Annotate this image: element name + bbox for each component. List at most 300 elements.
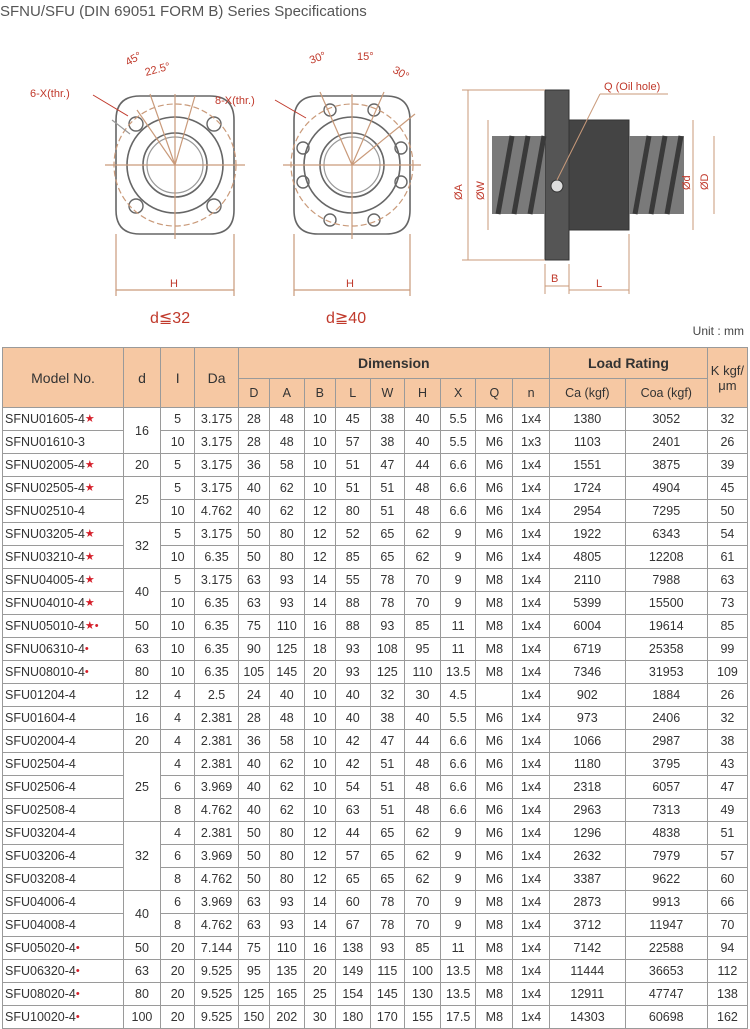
table-row xyxy=(3,431,748,454)
table-row xyxy=(3,822,748,845)
ca-cell: 1103 xyxy=(550,431,626,454)
model-name: SFU06320-4 xyxy=(5,964,76,978)
q-cell: M6 xyxy=(476,431,513,454)
ca-cell: 11444 xyxy=(550,960,626,983)
q-cell: M6 xyxy=(476,730,513,753)
l-cell: 93 xyxy=(335,638,370,661)
model-cell xyxy=(3,845,124,868)
i-cell: 20 xyxy=(160,960,195,983)
coa-cell: 15500 xyxy=(625,592,707,615)
oil-hole-label: Q (Oil hole) xyxy=(604,81,661,93)
ca-cell: 14303 xyxy=(550,1006,626,1029)
header-model: Model No. xyxy=(3,348,124,408)
n-cell: 1x4 xyxy=(513,1006,550,1029)
b-cell: 20 xyxy=(304,661,335,684)
w-cell: 51 xyxy=(370,799,405,822)
h-cell: 40 xyxy=(405,431,441,454)
b-cell: 12 xyxy=(304,845,335,868)
l-cell: 42 xyxy=(335,753,370,776)
middle-angle-30a: 30° xyxy=(307,49,328,67)
a-cell: 110 xyxy=(270,615,305,638)
model-mark: ★• xyxy=(84,620,99,632)
coa-cell: 3795 xyxy=(625,753,707,776)
model-cell xyxy=(3,408,124,431)
h-cell: 48 xyxy=(405,776,441,799)
da-cell: 2.381 xyxy=(195,707,238,730)
header-dim-Q: Q xyxy=(476,379,513,408)
model-name: SFNU03205-4 xyxy=(5,527,85,541)
l-cell: 80 xyxy=(335,500,370,523)
model-name: SFNU01610-3 xyxy=(5,435,85,449)
k-cell: 63 xyxy=(707,569,747,592)
w-cell: 65 xyxy=(370,523,405,546)
h-cell: 95 xyxy=(405,638,441,661)
d-cell: 25 xyxy=(124,477,161,523)
q-cell: M8 xyxy=(476,960,513,983)
da-cell: 4.762 xyxy=(195,868,238,891)
da-cell: 2.5 xyxy=(195,684,238,707)
q-cell: M8 xyxy=(476,891,513,914)
x-cell: 9 xyxy=(440,523,476,546)
i-cell: 6 xyxy=(160,776,195,799)
ca-cell: 902 xyxy=(550,684,626,707)
a-cell: 62 xyxy=(270,753,305,776)
x-cell: 9 xyxy=(440,569,476,592)
i-cell: 10 xyxy=(160,615,195,638)
x-cell: 9 xyxy=(440,914,476,937)
q-cell: M6 xyxy=(476,707,513,730)
l-cell: 45 xyxy=(335,408,370,431)
d-cell: 50 xyxy=(124,615,161,638)
model-cell xyxy=(3,454,124,477)
l-cell: 54 xyxy=(335,776,370,799)
d-cell: 40 xyxy=(238,477,269,500)
w-cell: 145 xyxy=(370,983,405,1006)
d-cell: 50 xyxy=(124,937,161,960)
model-cell xyxy=(3,914,124,937)
b-cell: 10 xyxy=(304,477,335,500)
h-cell: 70 xyxy=(405,569,441,592)
x-cell: 6.6 xyxy=(440,454,476,477)
ca-cell: 1551 xyxy=(550,454,626,477)
model-cell xyxy=(3,592,124,615)
i-cell: 20 xyxy=(160,983,195,1006)
model-mark: • xyxy=(84,666,89,678)
i-cell: 10 xyxy=(160,431,195,454)
k-cell: 49 xyxy=(707,799,747,822)
d-cell: 28 xyxy=(238,408,269,431)
middle-flange-drawing xyxy=(283,92,421,296)
a-cell: 48 xyxy=(270,431,305,454)
coa-cell: 1884 xyxy=(625,684,707,707)
q-cell: M6 xyxy=(476,408,513,431)
b-cell: 25 xyxy=(304,983,335,1006)
w-cell: 108 xyxy=(370,638,405,661)
b-cell: 16 xyxy=(304,937,335,960)
coa-cell: 19614 xyxy=(625,615,707,638)
b-cell: 10 xyxy=(304,431,335,454)
k-cell: 45 xyxy=(707,477,747,500)
model-cell xyxy=(3,1006,124,1029)
h-cell: 48 xyxy=(405,500,441,523)
w-cell: 32 xyxy=(370,684,405,707)
model-cell xyxy=(3,615,124,638)
dim-W: ØW xyxy=(475,181,487,200)
ca-cell: 1296 xyxy=(550,822,626,845)
unit-label: Unit : mm xyxy=(692,324,744,338)
b-cell: 10 xyxy=(304,454,335,477)
model-cell xyxy=(3,661,124,684)
k-cell: 99 xyxy=(707,638,747,661)
h-cell: 62 xyxy=(405,546,441,569)
a-cell: 110 xyxy=(270,937,305,960)
header-dim-A: A xyxy=(270,379,305,408)
x-cell: 11 xyxy=(440,638,476,661)
h-cell: 100 xyxy=(405,960,441,983)
n-cell: 1x4 xyxy=(513,684,550,707)
d-cell: 40 xyxy=(238,500,269,523)
d-cell: 75 xyxy=(238,615,269,638)
d-cell: 20 xyxy=(124,454,161,477)
header-da: Da xyxy=(195,348,238,408)
model-name: SFU02508-4 xyxy=(5,803,76,817)
model-cell xyxy=(3,707,124,730)
model-cell xyxy=(3,891,124,914)
d-cell: 150 xyxy=(238,1006,269,1029)
dim-A: ØA xyxy=(453,184,465,200)
da-cell: 3.175 xyxy=(195,477,238,500)
table-row xyxy=(3,500,748,523)
b-cell: 12 xyxy=(304,546,335,569)
table-row xyxy=(3,454,748,477)
i-cell: 20 xyxy=(160,1006,195,1029)
d-cell: 50 xyxy=(238,868,269,891)
model-cell xyxy=(3,569,124,592)
i-cell: 5 xyxy=(160,477,195,500)
n-cell: 1x4 xyxy=(513,776,550,799)
i-cell: 5 xyxy=(160,523,195,546)
h-cell: 48 xyxy=(405,799,441,822)
header-dim-n: n xyxy=(513,379,550,408)
q-cell: M8 xyxy=(476,592,513,615)
i-cell: 10 xyxy=(160,546,195,569)
q-cell: M6 xyxy=(476,523,513,546)
l-cell: 40 xyxy=(335,707,370,730)
n-cell: 1x4 xyxy=(513,569,550,592)
header-dim-W: W xyxy=(370,379,405,408)
b-cell: 10 xyxy=(304,753,335,776)
i-cell: 10 xyxy=(160,661,195,684)
ca-cell: 1724 xyxy=(550,477,626,500)
da-cell: 2.381 xyxy=(195,730,238,753)
model-mark: ★ xyxy=(84,459,95,471)
a-cell: 62 xyxy=(270,776,305,799)
h-cell: 70 xyxy=(405,914,441,937)
da-cell: 6.35 xyxy=(195,661,238,684)
i-cell: 4 xyxy=(160,822,195,845)
i-cell: 5 xyxy=(160,569,195,592)
da-cell: 3.175 xyxy=(195,454,238,477)
left-holes-label: 6-X(thr.) xyxy=(30,88,70,100)
table-row xyxy=(3,776,748,799)
n-cell: 1x4 xyxy=(513,477,550,500)
x-cell: 6.6 xyxy=(440,776,476,799)
dim-D: ØD xyxy=(699,173,711,190)
k-cell: 57 xyxy=(707,845,747,868)
d-cell: 75 xyxy=(238,937,269,960)
b-cell: 30 xyxy=(304,1006,335,1029)
w-cell: 78 xyxy=(370,592,405,615)
h-cell: 155 xyxy=(405,1006,441,1029)
l-cell: 55 xyxy=(335,569,370,592)
model-name: SFU02506-4 xyxy=(5,780,76,794)
b-cell: 10 xyxy=(304,707,335,730)
model-mark: ★ xyxy=(84,574,95,586)
l-cell: 88 xyxy=(335,592,370,615)
header-load-rating: Load Rating xyxy=(550,348,708,379)
k-cell: 60 xyxy=(707,868,747,891)
header-d: d xyxy=(124,348,161,408)
x-cell: 11 xyxy=(440,615,476,638)
l-cell: 51 xyxy=(335,477,370,500)
ca-cell: 6719 xyxy=(550,638,626,661)
d-cell: 24 xyxy=(238,684,269,707)
model-cell xyxy=(3,983,124,1006)
table-row xyxy=(3,845,748,868)
a-cell: 125 xyxy=(270,638,305,661)
model-cell xyxy=(3,546,124,569)
table-row xyxy=(3,707,748,730)
ca-cell: 2873 xyxy=(550,891,626,914)
model-name: SFNU05010-4 xyxy=(5,619,85,633)
h-cell: 30 xyxy=(405,684,441,707)
model-cell xyxy=(3,730,124,753)
a-cell: 48 xyxy=(270,707,305,730)
h-cell: 85 xyxy=(405,937,441,960)
l-cell: 138 xyxy=(335,937,370,960)
n-cell: 1x4 xyxy=(513,891,550,914)
q-cell: M6 xyxy=(476,753,513,776)
d-cell: 28 xyxy=(238,431,269,454)
q-cell: M6 xyxy=(476,477,513,500)
h-cell: 48 xyxy=(405,753,441,776)
n-cell: 1x4 xyxy=(513,730,550,753)
header-dim-D: D xyxy=(238,379,269,408)
model-cell xyxy=(3,500,124,523)
i-cell: 10 xyxy=(160,500,195,523)
da-cell: 3.969 xyxy=(195,776,238,799)
model-name: SFNU04005-4 xyxy=(5,573,85,587)
da-cell: 4.762 xyxy=(195,500,238,523)
l-cell: 51 xyxy=(335,454,370,477)
k-cell: 61 xyxy=(707,546,747,569)
d-cell: 80 xyxy=(124,983,161,1006)
left-flange-drawing xyxy=(105,94,245,296)
w-cell: 38 xyxy=(370,408,405,431)
w-cell: 51 xyxy=(370,776,405,799)
header-dim-H: H xyxy=(405,379,441,408)
model-name: SFNU04010-4 xyxy=(5,596,85,610)
x-cell: 13.5 xyxy=(440,983,476,1006)
a-cell: 93 xyxy=(270,891,305,914)
ca-cell: 1066 xyxy=(550,730,626,753)
l-cell: 149 xyxy=(335,960,370,983)
d-cell: 32 xyxy=(124,523,161,569)
w-cell: 38 xyxy=(370,707,405,730)
w-cell: 93 xyxy=(370,615,405,638)
ca-cell: 2318 xyxy=(550,776,626,799)
middle-width-label: H xyxy=(346,278,354,290)
ca-cell: 12911 xyxy=(550,983,626,1006)
middle-holes-label: 8-X(thr.) xyxy=(215,95,255,107)
model-cell xyxy=(3,477,124,500)
k-cell: 94 xyxy=(707,937,747,960)
k-cell: 26 xyxy=(707,684,747,707)
w-cell: 51 xyxy=(370,477,405,500)
a-cell: 165 xyxy=(270,983,305,1006)
q-cell: M8 xyxy=(476,569,513,592)
table-row xyxy=(3,477,748,500)
header-ca: Ca (kgf) xyxy=(550,379,626,408)
d-cell: 36 xyxy=(238,730,269,753)
k-cell: 50 xyxy=(707,500,747,523)
ca-cell: 2963 xyxy=(550,799,626,822)
l-cell: 93 xyxy=(335,661,370,684)
model-name: SFNU03210-4 xyxy=(5,550,85,564)
n-cell: 1x4 xyxy=(513,546,550,569)
left-width-label: H xyxy=(170,278,178,290)
w-cell: 65 xyxy=(370,868,405,891)
d-cell: 80 xyxy=(124,661,161,684)
da-cell: 2.381 xyxy=(195,753,238,776)
spec-table-body xyxy=(3,408,748,1029)
coa-cell: 2406 xyxy=(625,707,707,730)
model-name: SFNU02005-4 xyxy=(5,458,85,472)
da-cell: 3.175 xyxy=(195,523,238,546)
a-cell: 93 xyxy=(270,592,305,615)
model-name: SFU10020-4 xyxy=(5,1010,76,1024)
h-cell: 62 xyxy=(405,868,441,891)
coa-cell: 36653 xyxy=(625,960,707,983)
ca-cell: 973 xyxy=(550,707,626,730)
q-cell: M6 xyxy=(476,776,513,799)
k-cell: 85 xyxy=(707,615,747,638)
table-row xyxy=(3,891,748,914)
da-cell: 3.175 xyxy=(195,408,238,431)
middle-condition: d≧40 xyxy=(326,310,367,324)
coa-cell: 9913 xyxy=(625,891,707,914)
i-cell: 8 xyxy=(160,799,195,822)
header-coa: Coa (kgf) xyxy=(625,379,707,408)
ca-cell: 1922 xyxy=(550,523,626,546)
model-cell xyxy=(3,799,124,822)
b-cell: 12 xyxy=(304,500,335,523)
i-cell: 6 xyxy=(160,891,195,914)
model-name: SFU02504-4 xyxy=(5,757,76,771)
w-cell: 65 xyxy=(370,845,405,868)
l-cell: 88 xyxy=(335,615,370,638)
table-row xyxy=(3,638,748,661)
l-cell: 67 xyxy=(335,914,370,937)
model-mark: • xyxy=(75,988,80,1000)
d-cell: 90 xyxy=(238,638,269,661)
a-cell: 62 xyxy=(270,477,305,500)
model-name: SFNU06310-4 xyxy=(5,642,85,656)
table-row xyxy=(3,661,748,684)
h-cell: 85 xyxy=(405,615,441,638)
d-cell: 63 xyxy=(238,891,269,914)
q-cell: M8 xyxy=(476,914,513,937)
a-cell: 93 xyxy=(270,569,305,592)
n-cell: 1x4 xyxy=(513,500,550,523)
model-cell xyxy=(3,638,124,661)
q-cell: M6 xyxy=(476,546,513,569)
a-cell: 135 xyxy=(270,960,305,983)
coa-cell: 6057 xyxy=(625,776,707,799)
k-cell: 26 xyxy=(707,431,747,454)
spec-table xyxy=(2,347,748,1029)
d-cell: 63 xyxy=(124,960,161,983)
k-cell: 162 xyxy=(707,1006,747,1029)
d-cell: 32 xyxy=(124,822,161,891)
da-cell: 4.762 xyxy=(195,799,238,822)
d-cell: 125 xyxy=(238,983,269,1006)
ca-cell: 5399 xyxy=(550,592,626,615)
l-cell: 180 xyxy=(335,1006,370,1029)
w-cell: 78 xyxy=(370,569,405,592)
n-cell: 1x4 xyxy=(513,937,550,960)
model-mark: ★ xyxy=(84,528,95,540)
da-cell: 6.35 xyxy=(195,592,238,615)
table-row xyxy=(3,546,748,569)
b-cell: 14 xyxy=(304,891,335,914)
k-cell: 70 xyxy=(707,914,747,937)
i-cell: 8 xyxy=(160,914,195,937)
x-cell: 6.6 xyxy=(440,730,476,753)
a-cell: 48 xyxy=(270,408,305,431)
da-cell: 3.175 xyxy=(195,569,238,592)
n-cell: 1x4 xyxy=(513,845,550,868)
x-cell: 13.5 xyxy=(440,661,476,684)
k-cell: 54 xyxy=(707,523,747,546)
header-dim-X: X xyxy=(440,379,476,408)
model-mark: • xyxy=(75,1011,80,1023)
w-cell: 170 xyxy=(370,1006,405,1029)
a-cell: 80 xyxy=(270,845,305,868)
k-cell: 38 xyxy=(707,730,747,753)
l-cell: 65 xyxy=(335,868,370,891)
q-cell: M8 xyxy=(476,983,513,1006)
x-cell: 5.5 xyxy=(440,431,476,454)
coa-cell: 2987 xyxy=(625,730,707,753)
model-cell xyxy=(3,431,124,454)
dim-d: Ød xyxy=(681,175,693,190)
d-cell: 105 xyxy=(238,661,269,684)
x-cell: 6.6 xyxy=(440,500,476,523)
d-cell: 100 xyxy=(124,1006,161,1029)
n-cell: 1x4 xyxy=(513,868,550,891)
q-cell: M6 xyxy=(476,500,513,523)
ca-cell: 7142 xyxy=(550,937,626,960)
header-k-text: K kgf/ μm xyxy=(710,362,745,393)
d-cell: 63 xyxy=(124,638,161,661)
h-cell: 40 xyxy=(405,707,441,730)
model-name: SFU01204-4 xyxy=(5,688,76,702)
d-cell: 63 xyxy=(238,569,269,592)
left-angle-45: 45° xyxy=(123,49,144,69)
a-cell: 62 xyxy=(270,799,305,822)
model-mark: • xyxy=(75,965,80,977)
